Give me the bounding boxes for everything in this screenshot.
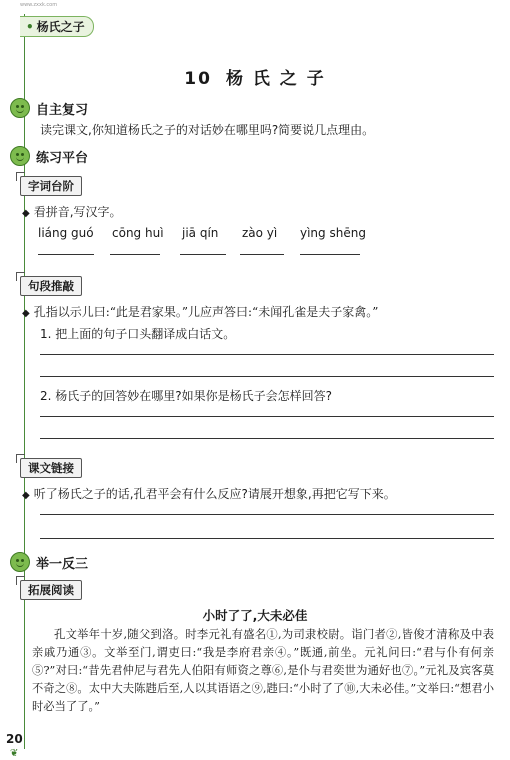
section-label: 举一反三 [36, 556, 89, 572]
section-tab-label: 杨氏之子 [36, 20, 85, 34]
section-tab [20, 16, 94, 37]
answer-blank[interactable] [300, 254, 360, 255]
answer-line[interactable] [40, 376, 494, 377]
diamond-bullet-icon: ◆ [22, 490, 30, 501]
pinyin-item: jiā qín [182, 226, 219, 240]
tag-word-step: 字词台阶 [20, 176, 82, 196]
instruction-text: 看拼音,写汉字。 [33, 205, 122, 219]
tag-link: 课文链接 [20, 458, 82, 478]
diamond-bullet-icon: ◆ [22, 208, 30, 219]
question-2: 2. 杨氏子的回答妙在哪里?如果你是杨氏子会怎样回答? [40, 389, 333, 403]
bullet-icon: • [26, 20, 34, 34]
pinyin-item: liáng guó [38, 226, 94, 240]
smiley-icon [10, 146, 30, 166]
lesson-title-text: 杨 氏 之 子 [225, 69, 326, 89]
answer-line[interactable] [40, 438, 494, 439]
answer-line[interactable] [40, 354, 494, 355]
story-text: 孔文举年十岁,随父到洛。时李元礼有盛名①,为司隶校尉。诣门者②,皆俊才清称及中表亲戚乃通③。文举至门,谓吏曰:“我是李府君亲④。”既通,前坐。元礼问曰:“君与仆有何亲⑤?”对曰:“昔先君仲尼与君先人伯阳有师资之尊⑥,是仆与君奕世为通好也⑦。”元礼及宾客莫不奇之⑧。太中大夫陈韪后至,人以其语语之⑨,韪曰:“小时了了⑩,大未必佳。”文举曰:“想君小时必当了了。” [32, 628, 494, 713]
section-self-review [10, 98, 88, 118]
lesson-number: 10 [184, 69, 212, 89]
answer-line[interactable] [40, 514, 494, 515]
pinyin-item: cōng huì [112, 226, 164, 240]
pinyin-item: zào yì [242, 226, 278, 240]
diamond-bullet-icon: ◆ [22, 308, 30, 319]
pinyin-row [38, 226, 478, 262]
smiley-icon [10, 98, 30, 118]
tag-sentence: 句段推敲 [20, 276, 82, 296]
answer-line[interactable] [40, 538, 494, 539]
lesson-title [0, 64, 510, 89]
answer-line[interactable] [40, 416, 494, 417]
answer-blank[interactable] [240, 254, 284, 255]
section-extend [10, 552, 88, 572]
answer-blank[interactable] [110, 254, 160, 255]
pinyin-item: yìng shēng [300, 226, 366, 240]
answer-blank[interactable] [180, 254, 226, 255]
link-question [22, 486, 396, 504]
sentence-quote [22, 304, 378, 322]
watermark-url: www.zxxk.com [20, 2, 58, 8]
story-title: 小时了了,大未必佳 [202, 608, 308, 623]
section-label: 练习平台 [36, 150, 89, 166]
section-label: 自主复习 [36, 102, 89, 118]
self-review-question: 读完课文,你知道杨氏之子的对话妙在哪里吗?简要说几点理由。 [40, 123, 375, 137]
section-practice [10, 146, 88, 166]
page-number: 20 [6, 732, 23, 746]
question-1: 1. 把上面的句子口头翻译成白话文。 [40, 327, 236, 341]
smiley-icon [10, 552, 30, 572]
question-text: 听了杨氏之子的话,孔君平会有什么反应?请展开想象,再把它写下来。 [33, 487, 396, 501]
word-instruction [22, 204, 122, 222]
quote-text: 孔指以示儿曰:“此是君家果。”儿应声答曰:“未闻孔雀是夫子家禽。” [33, 305, 379, 319]
tag-extend-reading: 拓展阅读 [20, 580, 82, 600]
answer-blank[interactable] [38, 254, 94, 255]
leaf-icon: ❦ [10, 748, 19, 759]
